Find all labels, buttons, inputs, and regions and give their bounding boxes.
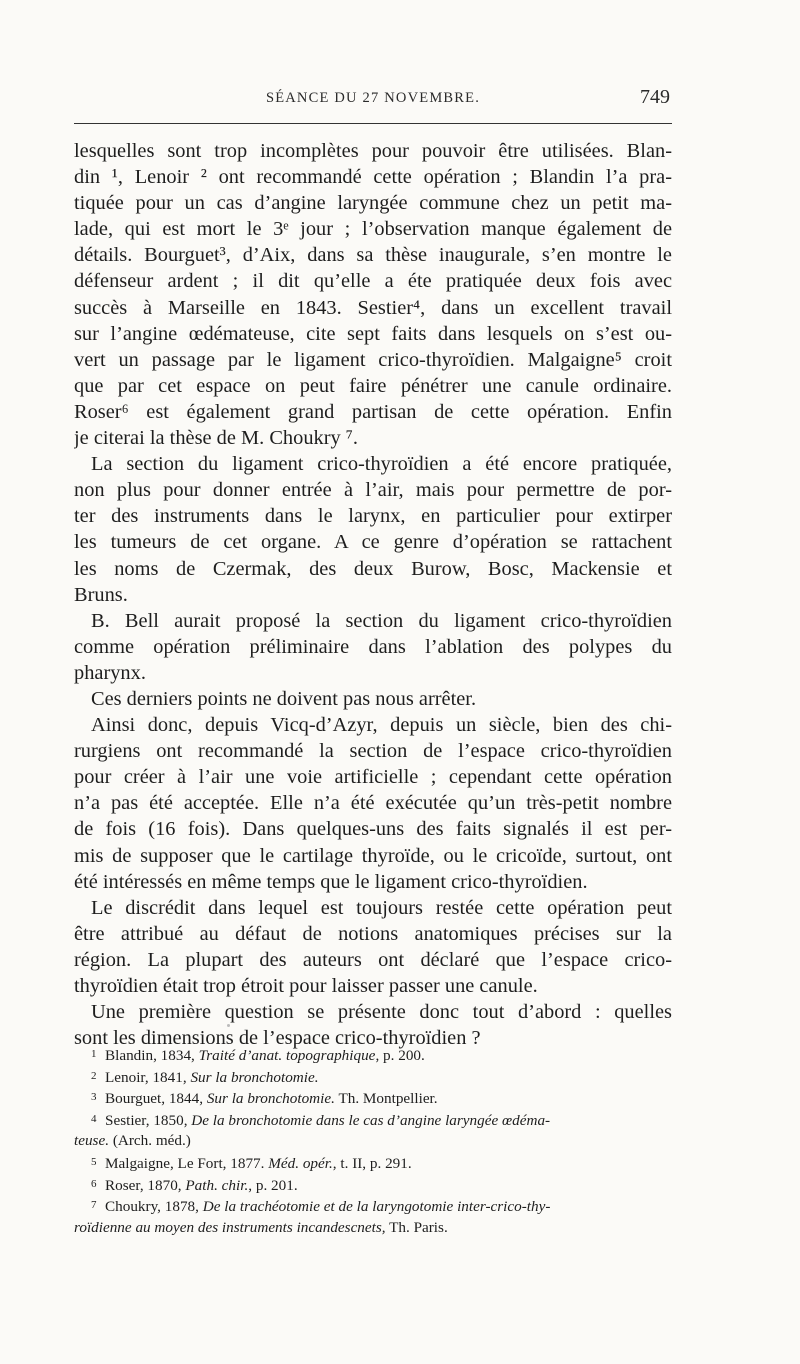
text-line: Une première question se présente donc tout d’abord : quelles (91, 1001, 672, 1024)
text-line: lesquelles sont trop incomplètes pour pouvoir être utilisées. Blan- (74, 140, 672, 162)
footnote-number: 3 (91, 1091, 97, 1104)
text-line: tiquée pour un cas d’angine laryngée commune chez un petit ma- (74, 192, 672, 215)
footnote (74, 1066, 672, 1088)
text-line: non plus pour donner entrée à l’air, mais pour permettre de por- (74, 479, 672, 502)
text-line: succès à Marseille en 1843. Sestier⁴, dans un excellent travail (74, 296, 672, 319)
footnote-continuation (74, 1217, 672, 1239)
text-line: lade, qui est mort le 3ᵉ jour ; l’observation manque également de (74, 218, 672, 241)
footnote (74, 1109, 672, 1131)
text-line: été intéressés en même temps que le ligament crico-thyroïdien. (74, 870, 588, 893)
footnote-number: 4 (91, 1112, 97, 1125)
footnote (74, 1195, 672, 1217)
text-line: n’a pas été acceptée. Elle n’a été exécutée qu’un très-petit nombre (74, 792, 672, 815)
running-title: SÉANCE DU 27 NOVEMBRE. (265, 90, 481, 106)
text-line: Ces derniers points ne doivent pas nous arrêter. (91, 687, 477, 710)
text-line: détails. Bourguet³, d’Aix, dans sa thèse inaugurale, s’en montre le (74, 244, 672, 267)
footnote-author: Lenoir, 1841, (105, 1068, 191, 1086)
footnote-author: Roser, 1870, (105, 1176, 186, 1194)
footnote-author: Sestier, 1850, (105, 1111, 192, 1129)
page-number: 749 (640, 86, 670, 108)
footnote-author: Malgaigne, Le Fort, 1877. (105, 1154, 269, 1172)
text-line: je citerai la thèse de M. Choukry ⁷. (74, 427, 358, 450)
text-line: région. La plupart des auteurs ont déclaré que l’espace crico- (74, 948, 672, 971)
header-rule (74, 123, 672, 124)
text-line: pour créer à l’air une voie artificielle ; cependant cette opération (74, 766, 672, 789)
footnote-detail: , t. II, p. 291. (332, 1154, 412, 1172)
text-line: les noms de Czermak, des deux Burow, Bosc, Mackensie et (74, 557, 672, 580)
text-line: sur l’angine œdémateuse, cite sept faits dans lesquels on s’est ou- (74, 322, 672, 345)
footnote-number: 6 (91, 1177, 97, 1190)
footnote-title: De la bronchotomie dans le cas d’angine laryngée œdéma- (191, 1111, 551, 1129)
footnote-detail: , p. 200. (375, 1047, 425, 1064)
footnote-number: 7 (91, 1199, 97, 1212)
footnote-title: De la trachéotomie et de la laryngotomie inter-crico-thy- (202, 1198, 551, 1216)
footnote-title: Path. chir. (185, 1176, 249, 1194)
footnote-number: 5 (91, 1155, 97, 1168)
footnote-title: Traité d’anat. topographique (198, 1047, 376, 1064)
body-text (74, 138, 672, 1051)
text-line: ter des instruments dans le larynx, en particulier pour extirper (74, 505, 672, 528)
footnote-number: 1 (91, 1048, 97, 1060)
text-line: Le discrédit dans lequel est toujours restée cette opération peut (91, 896, 672, 919)
footnote-detail: Th. Montpellier. (334, 1090, 438, 1108)
text-line: vert un passage par le ligament crico-thyroïdien. Malgaigne⁵ croit (74, 348, 672, 371)
footnote-number: 2 (91, 1069, 97, 1082)
text-line: Roser⁶ est également grand partisan de cette opération. Enfin (74, 400, 672, 423)
footnote-author: Bourguet, 1844, (105, 1090, 207, 1108)
text-line: sont les dimensions de l’espace crico-thyroïdien ? (74, 1027, 481, 1050)
footnote-title: Sur la bronchotomie. (206, 1090, 335, 1108)
text-line: pharynx. (74, 661, 146, 684)
text-line: rurgiens ont recommandé la section de l’espace crico-thyroïdien (74, 740, 672, 763)
footnote-detail: (Arch. méd.) (109, 1132, 191, 1150)
footnote-detail: , p. 201. (248, 1176, 298, 1194)
footnote (74, 1044, 672, 1066)
text-line: être attribué au défaut de notions anatomiques précises sur la (74, 922, 672, 945)
footnote-title: teuse. (74, 1132, 110, 1150)
text-line: din ¹, Lenoir ² ont recommandé cette opération ; Blandin l’a pra- (74, 166, 672, 189)
text-line: de fois (16 fois). Dans quelques-uns des faits signalés il est per- (74, 818, 672, 841)
text-line: les tumeurs de cet organe. A ce genre d’opération se rattachent (74, 531, 672, 554)
footnote (74, 1174, 672, 1196)
text-line: Bruns. (74, 583, 128, 606)
footnote-title: Sur la bronchotomie. (190, 1068, 319, 1086)
text-line: défenseur ardent ; il dit qu’elle a éte pratiquée deux fois avec (74, 270, 672, 293)
text-line: B. Bell aurait proposé la section du ligament crico-thyroïdien (91, 609, 672, 632)
footnote (74, 1152, 672, 1174)
text-line: Ainsi donc, depuis Vicq-d’Azyr, depuis un siècle, bien des chi- (91, 714, 672, 737)
footnote-author: Blandin, 1834, (105, 1047, 199, 1064)
text-line: mis de supposer que le cartilage thyroïde, ou le cricoïde, surtout, ont (74, 844, 672, 867)
footnote-continuation (74, 1130, 672, 1152)
footnotes (74, 1044, 672, 1238)
footnote-author: Choukry, 1878, (105, 1198, 203, 1216)
footnote (74, 1087, 672, 1109)
footnote-title: roïdienne au moyen des instruments incandescnets, (74, 1218, 386, 1236)
footnote-detail: Th. Paris. (385, 1218, 448, 1236)
text-line: thyroïdien était trop étroit pour laisser passer une canule. (74, 975, 538, 997)
running-head (74, 86, 672, 116)
print-speck (227, 1024, 230, 1027)
text-line: que par cet espace on peut faire pénétrer une canule ordinaire. (74, 374, 672, 397)
text-line: comme opération préliminaire dans l’ablation des polypes du (74, 635, 672, 658)
footnote-title: Méd. opér. (268, 1154, 333, 1172)
text-line: La section du ligament crico-thyroïdien a été encore pratiquée, (91, 453, 672, 476)
